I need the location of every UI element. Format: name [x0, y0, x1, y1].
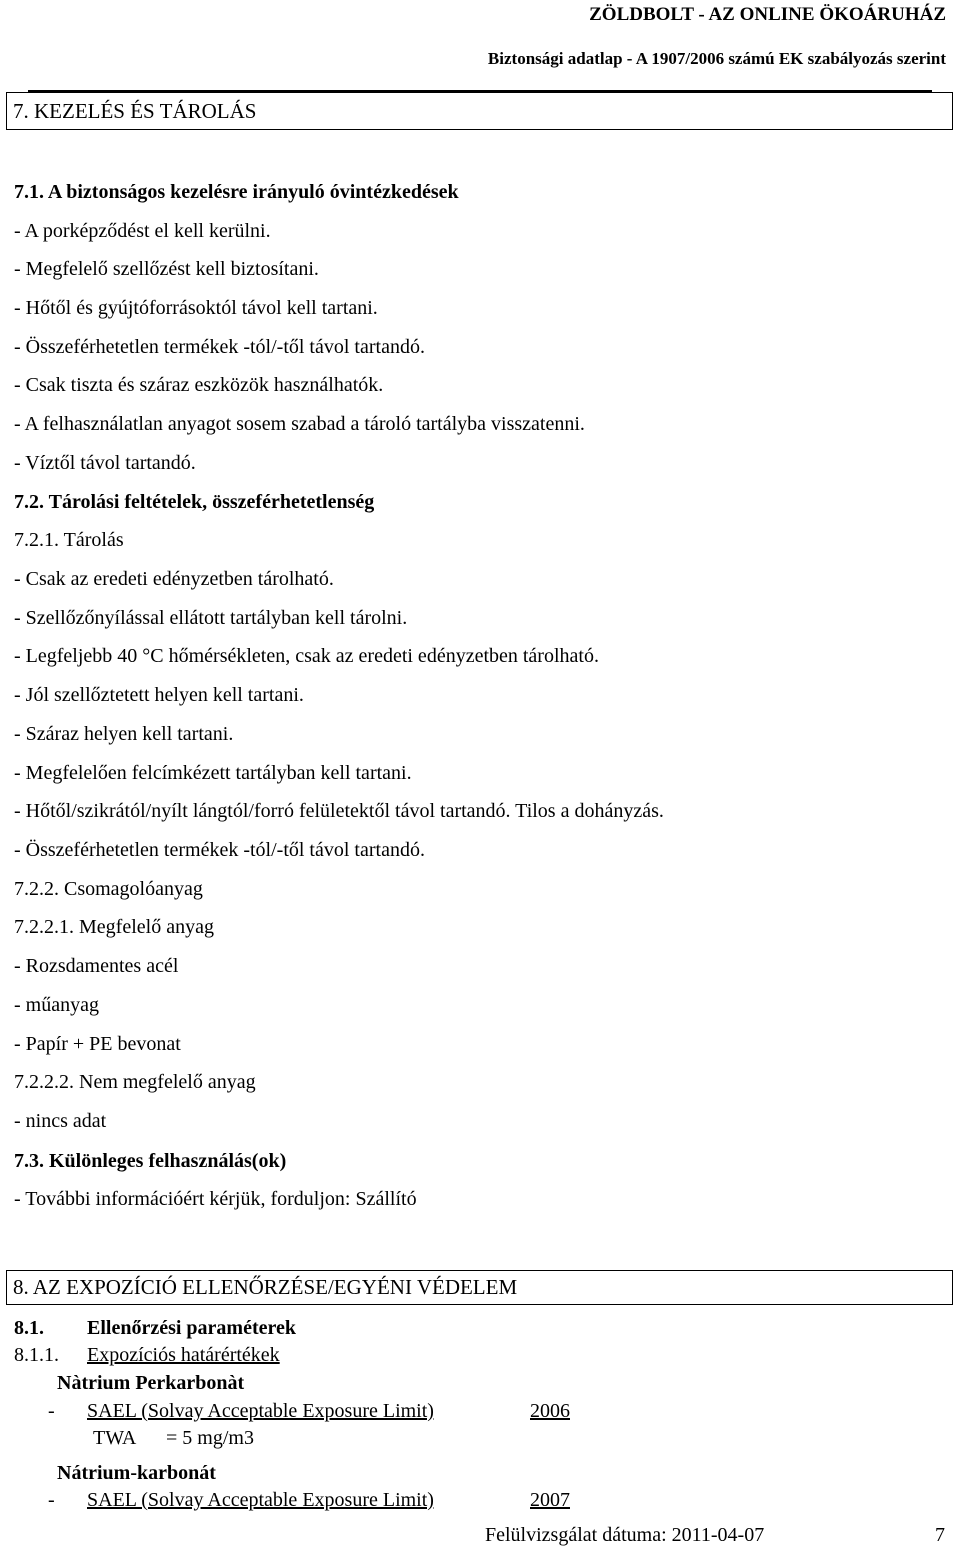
- list-item: - Víztől távol tartandó.: [14, 452, 196, 474]
- list-item: - Rozsdamentes acél: [14, 955, 179, 977]
- subsection-7-2-1-title: 7.2.1. Tárolás: [14, 529, 124, 551]
- subsection-7-2-2-1-title: 7.2.2.1. Megfelelő anyag: [14, 916, 214, 938]
- list-item: - Papír + PE bevonat: [14, 1033, 181, 1055]
- list-item: - Száraz helyen kell tartani.: [14, 723, 234, 745]
- list-item: - Jól szellőztetett helyen kell tartani.: [14, 684, 304, 706]
- subsection-8-1-number: 8.1.: [14, 1317, 44, 1339]
- section-7-heading: 7. KEZELÉS ÉS TÁROLÁS: [6, 92, 953, 130]
- company-name: ZÖLDBOLT - AZ ONLINE ÖKOÁRUHÁZ: [589, 4, 946, 25]
- list-item: - Csak az eredeti edényzetben tárolható.: [14, 568, 334, 590]
- subsection-7-3-title: 7.3. Különleges felhasználás(ok): [14, 1150, 287, 1172]
- document-type: Biztonsági adatlap - A 1907/2006 számú EK szabályozás szerint: [487, 49, 946, 68]
- list-item: - Csak tiszta és száraz eszközök használhatók.: [14, 374, 384, 396]
- subsection-7-2-2-2-title: 7.2.2.2. Nem megfelelő anyag: [14, 1071, 256, 1093]
- list-item: - nincs adat: [14, 1110, 107, 1132]
- list-item: - Szellőzőnyílással ellátott tartályban kell tárolni.: [14, 607, 408, 629]
- twa-value: = 5 mg/m3: [166, 1427, 254, 1449]
- substance-name: Nátrium-karbonát: [57, 1462, 216, 1484]
- exposure-limit-name: SAEL (Solvay Acceptable Exposure Limit): [87, 1489, 434, 1511]
- list-item: - Megfelelő szellőzést kell biztosítani.: [14, 258, 319, 280]
- section-8-heading: 8. AZ EXPOZÍCIÓ ELLENŐRZÉSE/EGYÉNI VÉDELEM: [6, 1270, 953, 1305]
- list-item: - További információért kérjük, forduljon: Szállító: [14, 1188, 417, 1210]
- list-item: - A porképződést el kell kerülni.: [14, 220, 271, 242]
- limit-dash: -: [48, 1400, 55, 1422]
- exposure-limit-year: 2006: [530, 1400, 570, 1422]
- page-number: 7: [935, 1524, 945, 1546]
- exposure-limit-name: SAEL (Solvay Acceptable Exposure Limit): [87, 1400, 434, 1422]
- list-item: - Összeférhetetlen termékek -tól/-től távol tartandó.: [14, 839, 425, 861]
- substance-name: Nàtrium Perkarbonàt: [57, 1372, 245, 1394]
- list-item: - Legfeljebb 40 °C hőmérsékleten, csak az eredeti edényzetben tárolható.: [14, 645, 599, 667]
- exposure-limit-year: 2007: [530, 1489, 570, 1511]
- list-item: - Megfelelően felcímkézett tartályban kell tartani.: [14, 762, 412, 784]
- list-item: - műanyag: [14, 994, 99, 1016]
- list-item: - Összeférhetetlen termékek -tól/-től távol tartandó.: [14, 336, 425, 358]
- limit-dash: -: [48, 1489, 55, 1511]
- subsection-8-1-1-label: Expozíciós határértékek: [87, 1344, 280, 1366]
- revision-date: Felülvizsgálat dátuma: 2011-04-07: [485, 1524, 765, 1546]
- list-item: - Hőtől/szikrától/nyílt lángtól/forró felületektől távol tartandó. Tilos a dohányzás.: [14, 800, 664, 822]
- twa-label: TWA: [93, 1427, 137, 1449]
- list-item: - Hőtől és gyújtóforrásoktól távol kell tartani.: [14, 297, 378, 319]
- subsection-8-1-label: Ellenőrzési paraméterek: [87, 1317, 297, 1339]
- subsection-8-1-1-number: 8.1.1.: [14, 1344, 59, 1366]
- list-item: - A felhasználatlan anyagot sosem szabad a tároló tartályba visszatenni.: [14, 413, 585, 435]
- subsection-7-1-title: 7.1. A biztonságos kezelésre irányuló óvintézkedések: [14, 181, 459, 203]
- subsection-7-2-title: 7.2. Tárolási feltételek, összeférhetetlenség: [14, 491, 375, 513]
- subsection-7-2-2-title: 7.2.2. Csomagolóanyag: [14, 878, 203, 900]
